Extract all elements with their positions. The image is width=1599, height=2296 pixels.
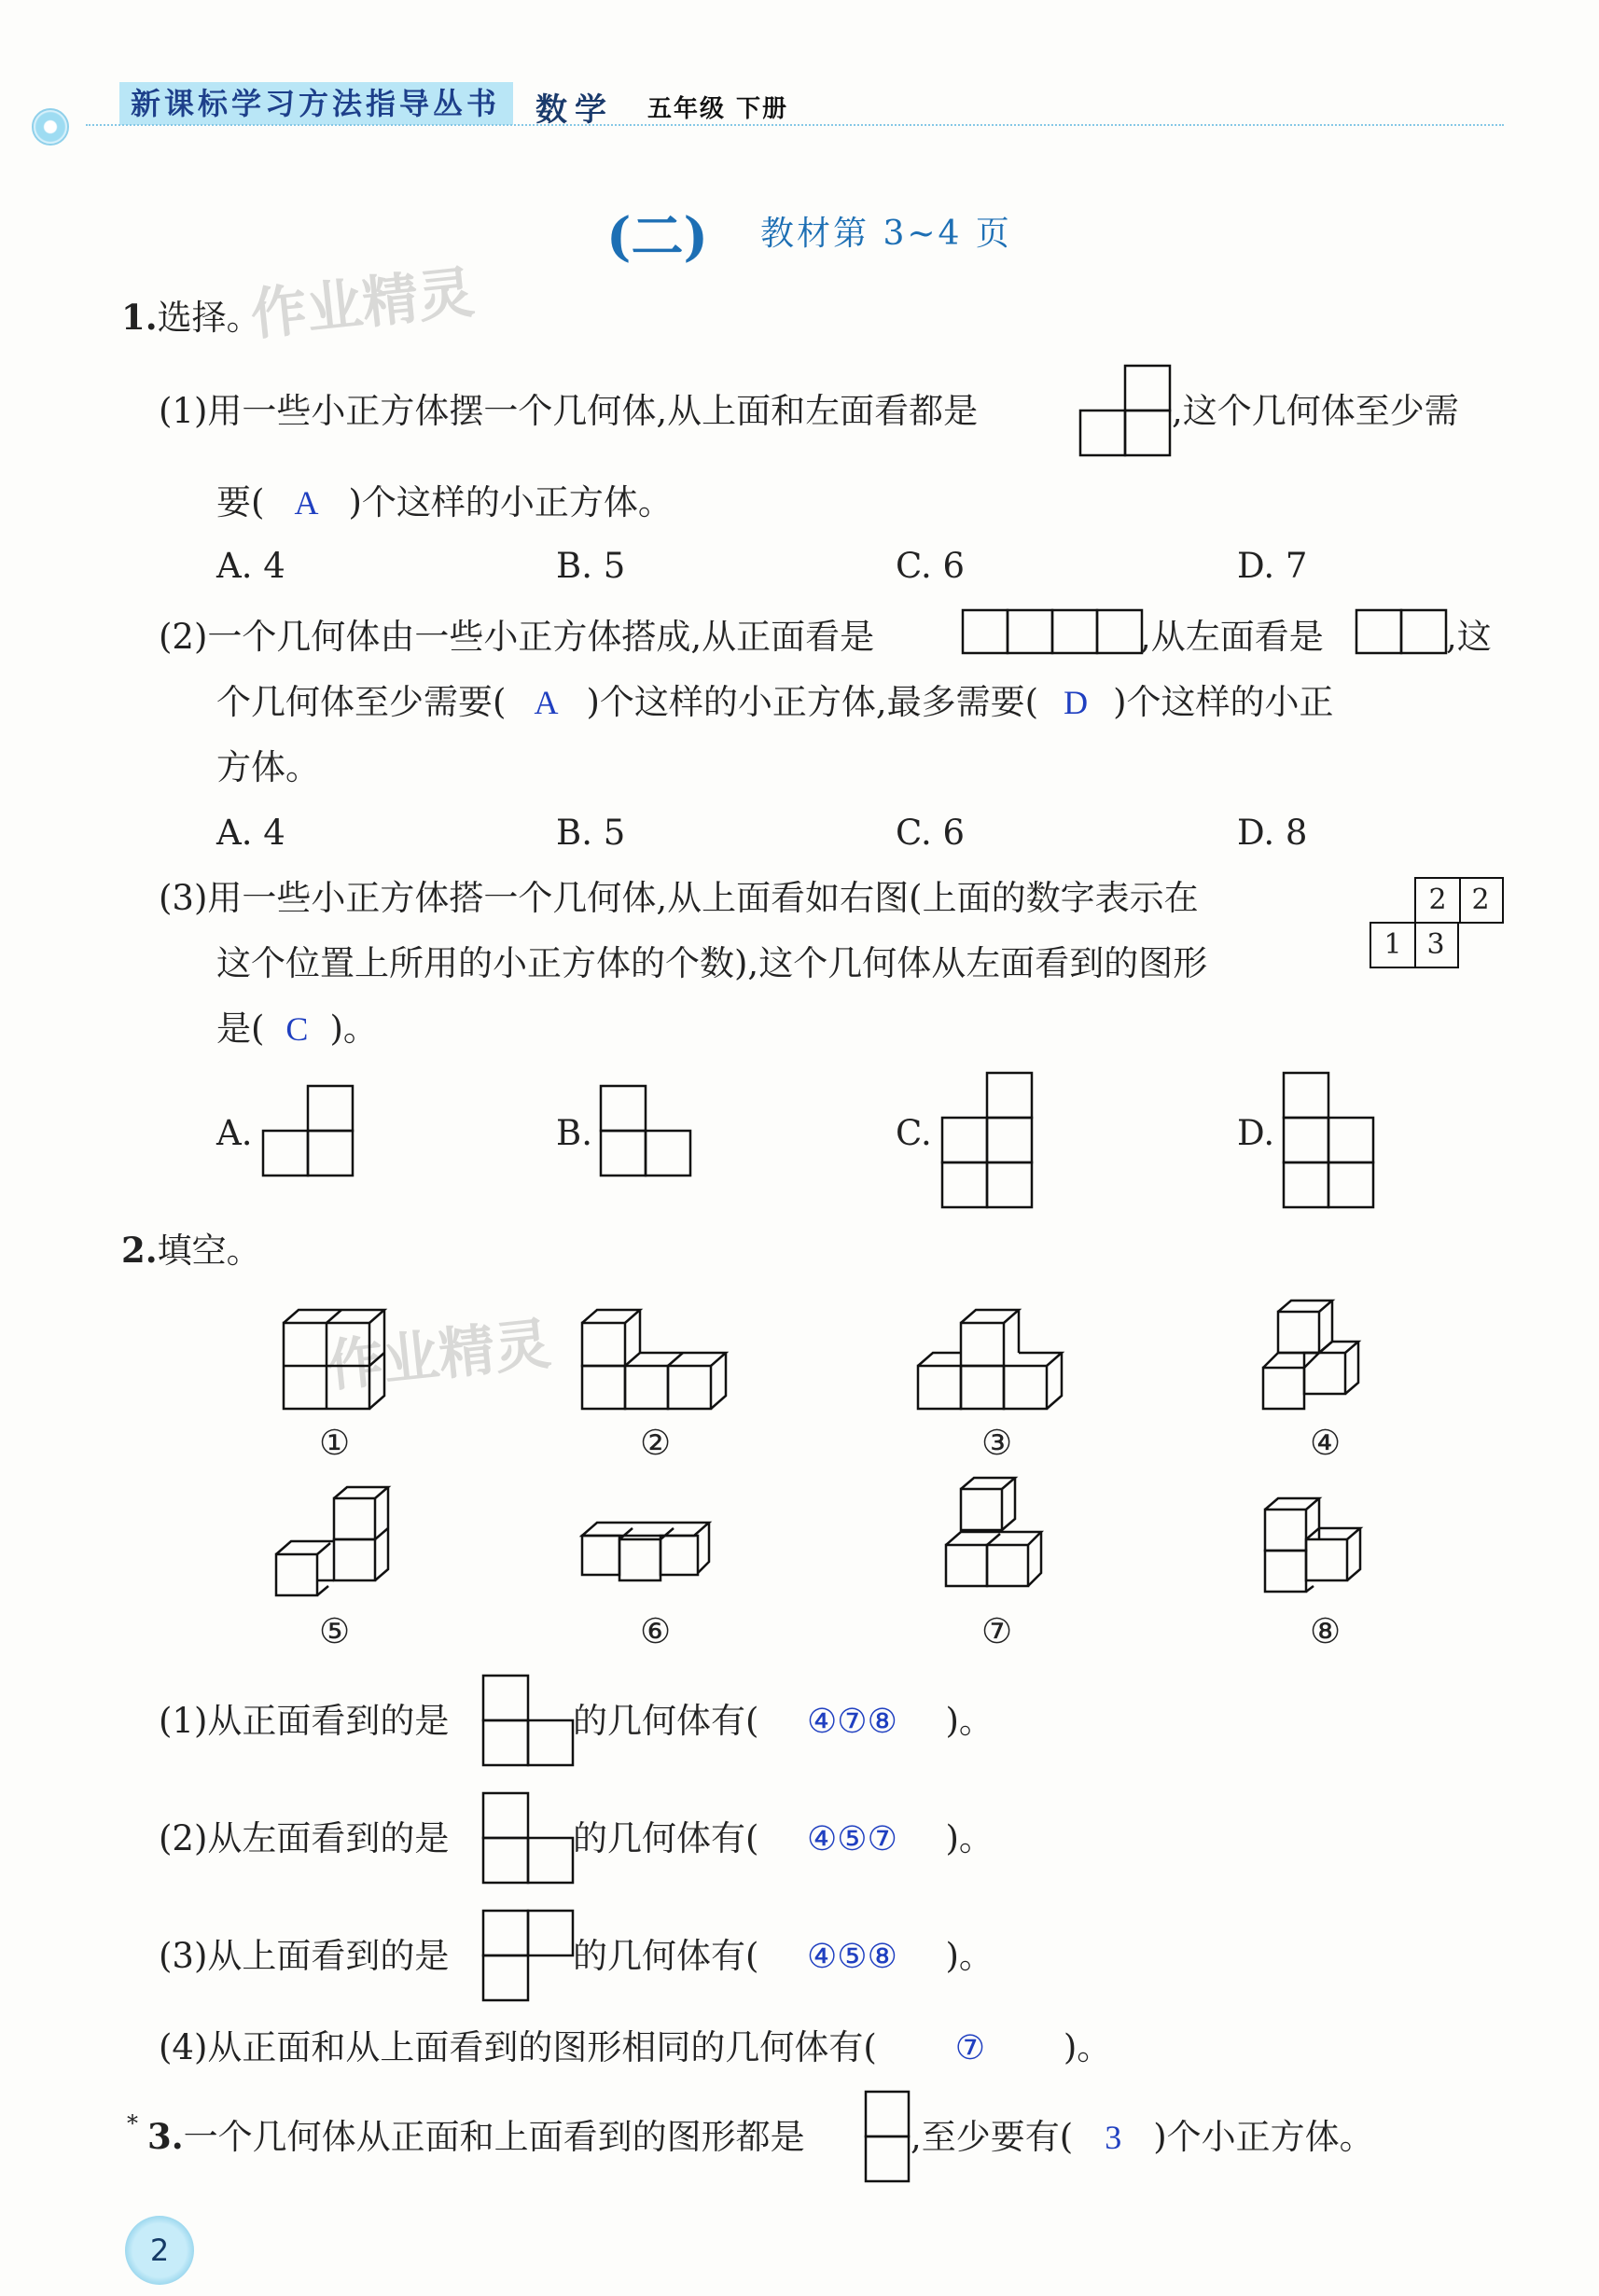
q1-p3-answer: C xyxy=(285,1010,309,1048)
q1-p2-option-a: A. 4 xyxy=(216,813,285,853)
q2-item3-pre: (3)从上面看到的是 xyxy=(159,1936,450,1976)
q2-item1-view xyxy=(481,1674,575,1767)
q1-p2-line1c: ,这 xyxy=(1446,617,1492,657)
q1-p2-answer-min: A xyxy=(534,684,559,721)
figure-label-2: ② xyxy=(640,1423,672,1463)
q1-p2-line2: 个几何体至少需要( A )个这样的小正方体,最多需要( D )个这样的小正 xyxy=(216,682,1334,722)
q3-number: 3. xyxy=(147,2116,184,2157)
q1-p2-option-b: B. 5 xyxy=(556,813,626,853)
figure-label-1: ① xyxy=(319,1423,351,1463)
q2-item1-pre: (1)从正面看到的是 xyxy=(159,1701,450,1741)
q2-item3-answer: ④⑤⑧ xyxy=(807,1938,897,1975)
q2-item4-answer: ⑦ xyxy=(954,2029,985,2066)
q1-p2-left-view xyxy=(1355,608,1448,655)
q1-p2-front-view xyxy=(961,608,1144,655)
solid-figure-2 xyxy=(578,1306,737,1418)
header-decor-circle xyxy=(32,108,69,146)
q1-p3-line2: 这个位置上所用的小正方体的个数),这个几何体从左面看到的图形 xyxy=(216,943,1208,983)
q1-p1-line2: 要( A )个这样的小正方体。 xyxy=(216,482,673,522)
q1-p2-line1b: ,从左面看是 xyxy=(1140,617,1324,657)
q2-item2-line: 的几何体有( ④⑤⑦ )。 xyxy=(573,1818,994,1858)
grid-cell: 3 xyxy=(1414,922,1459,968)
header-divider xyxy=(86,124,1504,126)
solid-figure-4 xyxy=(1259,1297,1399,1418)
q1-p3-line1: (3)用一些小正方体搭一个几何体,从上面看如右图(上面的数字表示在 xyxy=(159,878,1199,918)
q1-p1-answer: A xyxy=(294,484,319,522)
q1-p2-line1a: (2)一个几何体由一些小正方体搭成,从正面看是 xyxy=(159,617,875,657)
q2-item3-view xyxy=(481,1909,575,2002)
q1-p1-view-figure xyxy=(1080,364,1174,457)
header-subject: 数学 xyxy=(535,91,614,129)
figure-label-3: ③ xyxy=(981,1423,1013,1463)
figure-label-7: ⑦ xyxy=(981,1611,1013,1651)
solid-figure-7 xyxy=(942,1474,1064,1605)
q1-p3-option-c-figure xyxy=(940,1071,1034,1209)
q1-p2-option-c: C. 6 xyxy=(896,813,966,853)
header-grade: 五年级 下册 xyxy=(647,95,789,123)
grid-cell: 2 xyxy=(1414,877,1461,924)
q1-p1-line1b: ,这个几何体至少需 xyxy=(1172,391,1459,431)
q1-p3-option-b-label: B. xyxy=(556,1113,592,1153)
solid-figure-6 xyxy=(578,1511,737,1605)
q1-p3-option-d-figure xyxy=(1282,1071,1375,1209)
q1-p3-option-b-figure xyxy=(599,1084,692,1177)
q1-p1-option-b: B. 5 xyxy=(556,546,626,586)
figure-label-5: ⑤ xyxy=(319,1611,351,1651)
q3-line2: ,至少要有( 3 )个小正方体。 xyxy=(911,2117,1374,2157)
q2-item1-line: 的几何体有( ④⑦⑧ )。 xyxy=(573,1701,994,1741)
figure-label-8: ⑧ xyxy=(1310,1611,1342,1651)
page-number: 2 xyxy=(125,2216,194,2285)
q1-p1-option-c: C. 6 xyxy=(896,546,966,586)
solid-figure-8 xyxy=(1261,1483,1401,1605)
q1-title-text: 选择。 xyxy=(157,298,261,338)
solid-figure-1 xyxy=(280,1306,401,1418)
q3-view xyxy=(864,2090,911,2183)
q1-p3-option-a-label: A. xyxy=(216,1113,253,1153)
section-number: (二) xyxy=(606,206,708,268)
section-pages: 教材第 3~4 页 xyxy=(760,215,1012,253)
solid-figure-3 xyxy=(914,1306,1073,1418)
q1-p1-option-d: D. 7 xyxy=(1237,546,1308,586)
q2-title xyxy=(121,1230,261,1271)
q1-p2-option-d: D. 8 xyxy=(1237,813,1308,853)
grid-cell: 2 xyxy=(1459,877,1504,924)
q2-item3-line: 的几何体有( ④⑤⑧ )。 xyxy=(573,1936,994,1976)
q1-p3-option-d-label: D. xyxy=(1237,1113,1275,1153)
q2-item4-line: (4)从正面和从上面看到的图形相同的几何体有( ⑦ )。 xyxy=(159,2027,1112,2067)
q2-item2-answer: ④⑤⑦ xyxy=(807,1820,897,1858)
q1-p3-option-a-figure xyxy=(263,1084,356,1177)
q2-item1-answer: ④⑦⑧ xyxy=(807,1703,897,1740)
q1-title xyxy=(121,297,261,338)
watermark: 作业精灵 xyxy=(324,1311,554,1400)
grid-cell: 1 xyxy=(1370,922,1416,968)
solid-figure-5 xyxy=(272,1483,412,1605)
q1-number: 1. xyxy=(121,297,158,338)
watermark: 作业精灵 xyxy=(247,259,478,349)
q2-title-text: 填空。 xyxy=(157,1231,261,1271)
q1-p3-top-view-grid xyxy=(1368,877,1508,970)
figure-label-6: ⑥ xyxy=(640,1611,672,1651)
q3-answer: 3 xyxy=(1105,2119,1122,2156)
q2-item2-pre: (2)从左面看到的是 xyxy=(159,1818,450,1858)
q2-number: 2. xyxy=(121,1230,158,1271)
q1-p1-option-a: A. 4 xyxy=(216,546,285,586)
q1-p1-line1a: (1)用一些小正方体摆一个几何体,从上面和左面看都是 xyxy=(159,391,979,431)
q3-star: * xyxy=(127,2110,138,2136)
q1-p3-line3: 是( C )。 xyxy=(216,1009,378,1049)
q1-p2-answer-max: D xyxy=(1064,684,1089,721)
q2-item2-view xyxy=(481,1791,575,1885)
header-series-title: 新课标学习方法指导丛书 xyxy=(119,82,513,125)
q1-p2-line3: 方体。 xyxy=(216,747,320,787)
q1-p3-option-c-label: C. xyxy=(896,1113,932,1153)
figure-label-4: ④ xyxy=(1310,1423,1342,1463)
q3-line1: 3.一个几何体从正面和上面看到的图形都是 xyxy=(147,2116,805,2157)
